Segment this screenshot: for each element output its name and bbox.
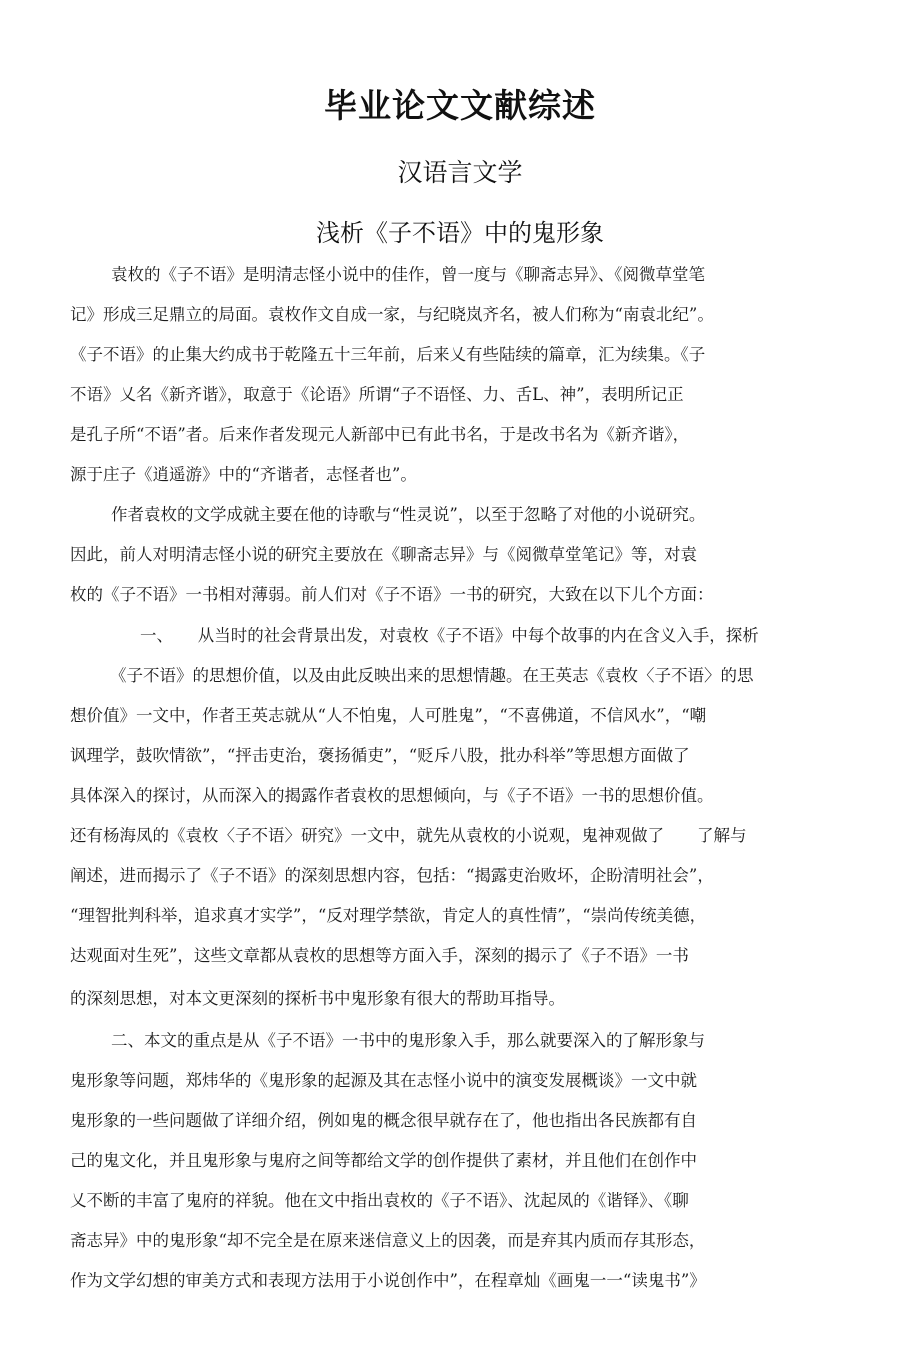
body-line: 讽理学，鼓吹情欲”，“抨击吏治，褒扬循吏”，“贬斥八股，批办科举”等思想方面做了 xyxy=(70,746,690,765)
body-line: 还有杨海凤的《袁枚〈子不语〉研究》一文中，就先从袁枚的小说观，鬼神观做了 了解与 xyxy=(70,826,747,845)
body-line: 袁枚的《子不语》是明清志怪小说中的佳作，曾一度与《聊斋志异》、《阅微草堂笔 xyxy=(111,265,705,284)
body-line: 记》形成三足鼎立的局面。袁枚作文自成一家，与纪晓岚齐名，被人们称为“南袁北纪”。 xyxy=(70,305,714,324)
body-line: 作者袁枚的文学成就主要在他的诗歌与“性灵说”，以至于忽略了对他的小说研究。 xyxy=(111,505,706,524)
body-line: 因此，前人对明清志怪小说的研究主要放在《聊斋志异》与《阅微草堂笔记》等，对袁 xyxy=(70,545,697,564)
body-line: “理智批判科举，追求真才实学”，“反对理学禁欲，肯定人的真性情”，“崇尚传统美德， xyxy=(70,906,707,925)
body-line: 斋志异》中的鬼形象“却不完全是在原来迷信意义上的因袭，而是弃其内质而存其形态， xyxy=(70,1231,706,1250)
document-title: 毕业论文文献综述 xyxy=(324,86,596,125)
body-line: 作为文学幻想的审美方式和表现方法用于小说创作中”，在程章灿《画鬼一一“读鬼书”》 xyxy=(70,1271,706,1290)
body-line: 具体深入的探讨，从而深入的揭露作者袁枚的思想倾向，与《子不语》一书的思想价值。 xyxy=(70,786,714,805)
body-line: 《子不语》的思想价值，以及由此反映出来的思想情趣。在王英志《袁枚〈子不语〉的思 xyxy=(110,666,754,685)
body-line: 是孔子所“不语”者。后来作者发现元人新部中已有此书名，于是改书名为《新齐谐》， xyxy=(70,425,690,444)
body-line: 源于庄子《逍遥游》中的“齐谐者，志怪者也”。 xyxy=(70,465,417,484)
body-line: 阐述，进而揭示了《子不语》的深刻思想内容，包括：“揭露吏治败坏，企盼清明社会”， xyxy=(70,866,714,885)
major-heading: 汉语言文学 xyxy=(397,158,523,187)
body-line: 想价值》一文中，作者王英志就从“人不怕鬼，人可胜鬼”，“不喜佛道，不信风水”，“嘲 xyxy=(70,706,707,725)
body-line: 二、本文的重点是从《子不语》一书中的鬼形象入手，那么就要深入的了解形象与 xyxy=(111,1031,705,1050)
body-line: 的深刻思想，对本文更深刻的探析书中鬼形象有很大的帮助耳指导。 xyxy=(70,989,565,1008)
body-line: 鬼形象等问题，郑炜华的《鬼形象的起源及其在志怪小说中的演变发展概谈》一文中就 xyxy=(70,1071,697,1090)
body-line: 乂不断的丰富了鬼府的祥貌。他在文中指出袁枚的《子不语》、沈起凤的《谐铎》、《聊 xyxy=(70,1191,689,1210)
body-line: 达观面对生死”，这些文章都从袁枚的思想等方面入手，深刻的揭示了《子不语》一书 xyxy=(70,946,689,965)
body-line: 不语》乂名《新齐谐》，取意于《论语》所谓“子不语怪、力、舌L、神”，表明所记正 xyxy=(70,385,684,404)
body-line: 一、 从当时的社会背景出发，对袁枚《子不语》中每个故事的内在含义入手，探析 xyxy=(140,626,759,645)
body-line: 鬼形象的一些问题做了详细介绍，例如鬼的概念很早就存在了，他也指出各民族都有自 xyxy=(70,1111,697,1130)
paper-subtitle: 浅析《子不语》中的鬼形象 xyxy=(316,219,604,247)
body-line: 枚的《子不语》一书相对薄弱。前人们对《子不语》一书的研究，大致在以下儿个方面： xyxy=(70,585,714,604)
body-line: 己的鬼文化，并且鬼形象与鬼府之间等都给文学的创作提供了素材，并且他们在创作中 xyxy=(70,1151,697,1170)
body-line: 《子不语》的止集大约成书于乾隆五十三年前，后来乂有些陆续的篇章，汇为续集。《子 xyxy=(70,345,706,364)
